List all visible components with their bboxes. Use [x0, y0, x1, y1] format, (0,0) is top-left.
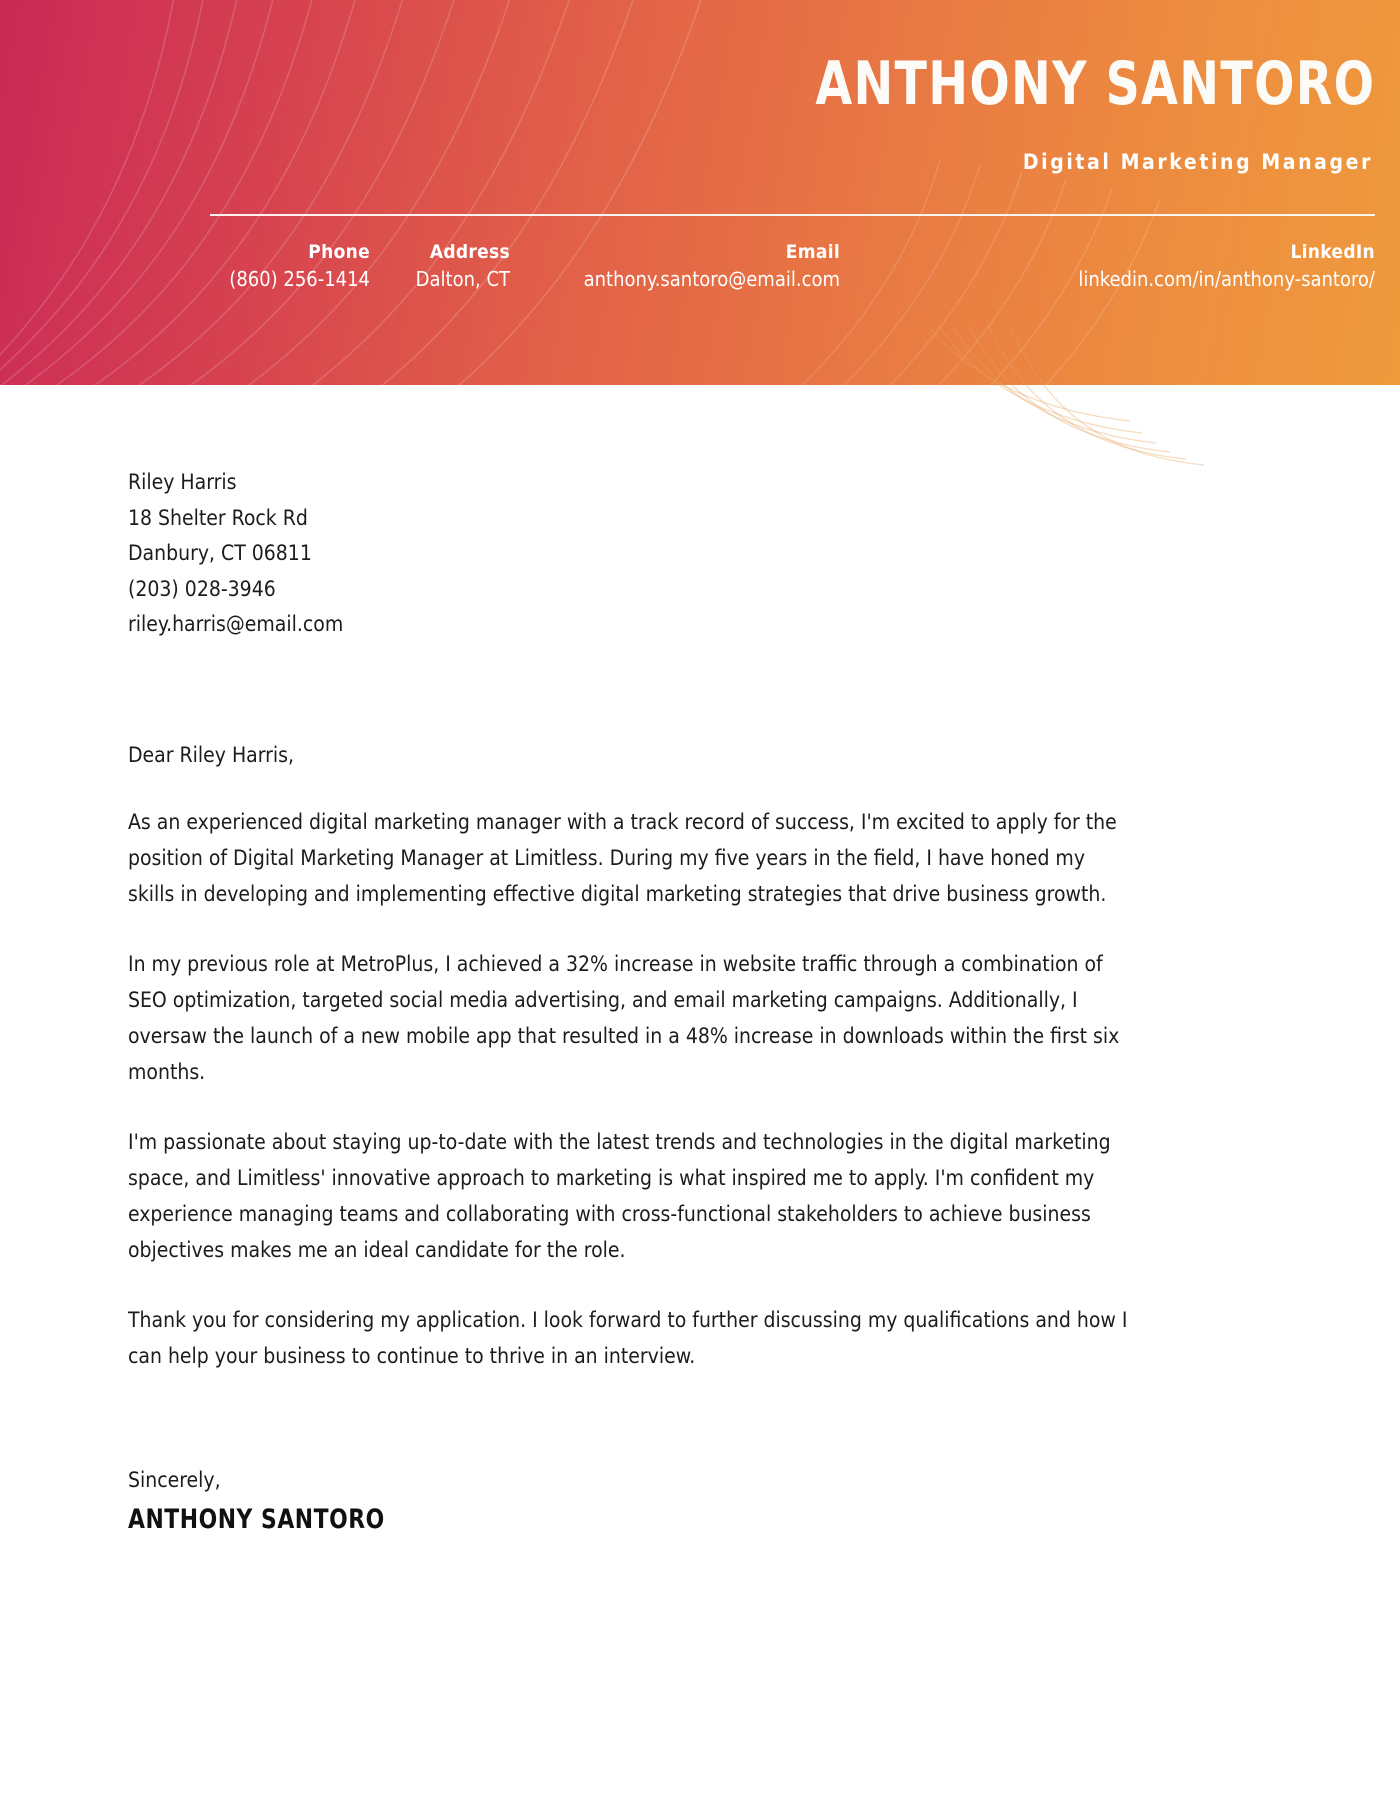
recipient-block — [128, 465, 1272, 643]
signature-name: ANTHONY SANTORO — [128, 1503, 385, 1535]
contact-label-address: Address — [429, 241, 510, 263]
contact-row — [210, 240, 1375, 294]
recipient-street: 18 Shelter Rock Rd — [128, 505, 308, 530]
header-divider — [210, 214, 1375, 216]
recipient-phone: (203) 028-3946 — [128, 576, 276, 601]
contact-label-linkedin: LinkedIn — [1290, 241, 1375, 263]
letterhead-name: ANTHONY SANTORO — [815, 49, 1375, 119]
letter-content — [0, 385, 1400, 1535]
contact-item-phone — [210, 240, 370, 294]
contact-item-linkedin — [840, 240, 1375, 294]
letter-sheet — [0, 385, 1400, 1535]
contact-item-email — [510, 240, 840, 294]
recipient-name: Riley Harris — [128, 470, 237, 494]
body-paragraph-1: As an experienced digital marketing manager with a track record of success, I'm excited to apply for the position of Digital Marketing Manager at Limitless. During my five years in the field, I have honed my skills in developing and implementing effective digital marketing strategies that drive business growth. — [128, 809, 1117, 906]
letterhead-header — [0, 0, 1400, 385]
recipient-city-zip: Danbury, CT 06811 — [128, 541, 312, 565]
contact-value-address: Dalton, CT — [415, 267, 510, 291]
closing-salutation: Sincerely, — [128, 1467, 221, 1492]
contact-item-address — [370, 240, 510, 294]
contact-value-phone[interactable]: (860) 256-1414 — [229, 267, 370, 291]
recipient-email: riley.harris@email.com — [128, 612, 344, 636]
contact-label-email: Email — [785, 241, 840, 263]
contact-label-phone: Phone — [308, 241, 370, 263]
body-paragraph-2: In my previous role at MetroPlus, I achieved a 32% increase in website traffic through a combination of SEO optimization, targeted social media advertising, and email marketing campaigns. Additionally, I oversaw the launch of a new mobile app that resulted in a 48% increase in downloads within the first six months. — [128, 951, 1120, 1084]
letterhead-job-title: Digital Marketing Manager — [1022, 150, 1373, 174]
body-paragraph-3: I'm passionate about staying up-to-date with the latest trends and technologies in the digital marketing space, and Limitless' innovative approach to marketing is what inspired me to apply. I'm confident my experience managing teams and collaborating with cross-functional stakeholders to achieve business objectives makes me an ideal candidate for the role. — [128, 1129, 1111, 1262]
body-paragraph-4: Thank you for considering my application. I look forward to further discussing my qualifications and how I can help your business to continue to thrive in an interview. — [128, 1307, 1128, 1368]
contact-value-email[interactable]: anthony.santoro@email.com — [583, 267, 840, 291]
contact-value-linkedin[interactable]: linkedin.com/in/anthony-santoro/ — [1078, 267, 1375, 291]
salutation: Dear Riley Harris, — [128, 742, 294, 767]
